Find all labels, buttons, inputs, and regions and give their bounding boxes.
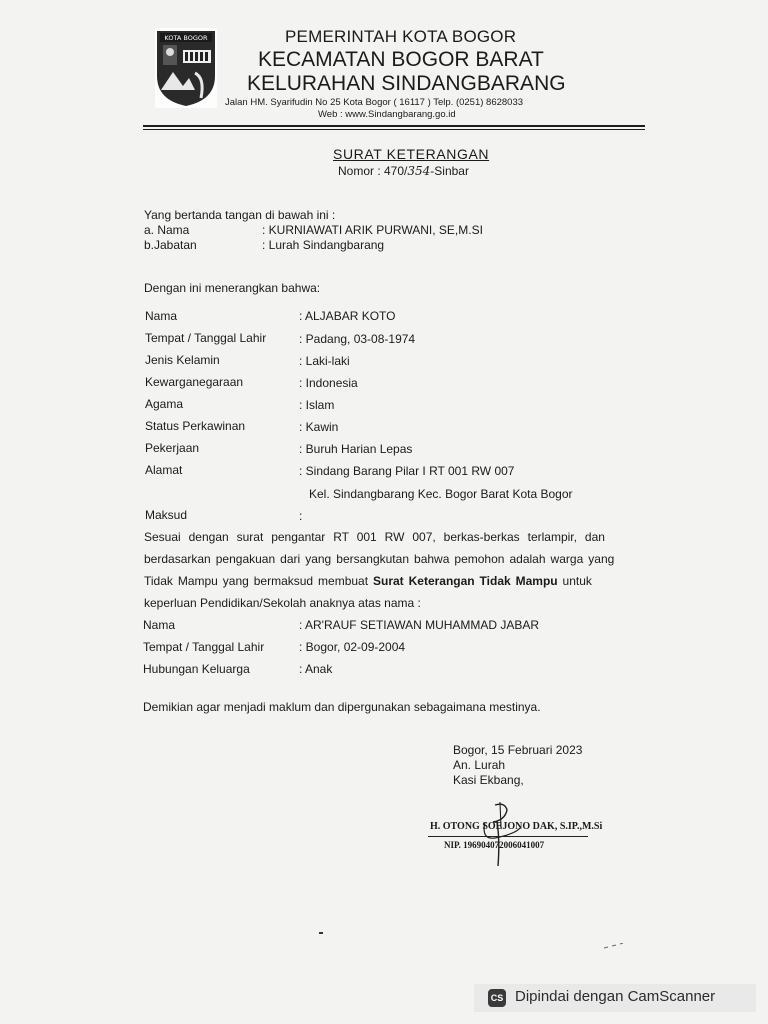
letterhead-web: Web : www.Sindangbarang.go.id [318, 109, 456, 120]
subject-label: Status Perkawinan [145, 419, 246, 433]
letterhead-address: Jalan HM. Syarifudin No 25 Kota Bogor ( 16117 ) Telp. (0251) 8628033 [225, 97, 524, 108]
address-line2: Kel. Sindangbarang Kec. Bogor Barat Kota Bogor [309, 487, 573, 501]
signature-underline [428, 836, 588, 837]
subject-value: : Buruh Harian Lepas [299, 442, 413, 456]
subject-value: : Indonesia [299, 376, 358, 390]
subject-value: : ALJABAR KOTO [299, 309, 396, 323]
body-line4: keperluan Pendidikan/Sekolah anaknya atas nama : [144, 596, 421, 610]
logo-text: KOTA BOGOR [164, 34, 208, 42]
signer-nip: NIP. 196904072006041007 [444, 840, 545, 850]
kota-bogor-logo [155, 28, 217, 108]
closing-text: Demikian agar menjadi maklum dan dipergunakan sebagaimana mestinya. [143, 700, 541, 714]
letterhead-rule-thick [143, 125, 645, 127]
camscanner-icon: CS [488, 989, 506, 1007]
sign-an: An. Lurah [453, 758, 506, 772]
letterhead-rule-thin [143, 129, 645, 130]
subject-label: Jenis Kelamin [145, 353, 220, 367]
child-label: Nama [143, 618, 176, 632]
camscanner-text: Dipindai dengan CamScanner [515, 988, 716, 1005]
letterhead-line1: PEMERINTAH KOTA BOGOR [285, 27, 517, 46]
subject-label: Kewarganegaraan [145, 375, 244, 389]
sign-place-date: Bogor, 15 Februari 2023 [453, 743, 583, 757]
nomor-handwritten: 354 [407, 164, 431, 178]
sign-role: Kasi Ekbang, [453, 773, 524, 787]
letterhead-line3: KELURAHAN SINDANGBARANG [247, 72, 566, 95]
body-line3-end: untuk [557, 574, 592, 588]
letterhead-line2: KECAMATAN BOGOR BARAT [258, 48, 544, 71]
child-value: : AR'RAUF SETIAWAN MUHAMMAD JABAR [299, 618, 540, 632]
body-line3 [144, 574, 592, 588]
subject-label: Alamat [145, 463, 183, 477]
maksud-colon: : [299, 509, 303, 523]
body-line1: Sesuai dengan surat pengantar RT 001 RW 007, berkas-berkas terlampir, dan [144, 530, 605, 544]
body-line3-text: Tidak Mampu yang bermaksud membuat [144, 574, 373, 588]
signer-name: H. OTONG SOEJONO DAK, S.IP.,M.Si [430, 821, 603, 832]
signatory-name-value: : KURNIAWATI ARIK PURWANI, SE,M.SI [262, 223, 483, 237]
child-value: : Anak [299, 662, 333, 676]
scan-speck [319, 932, 323, 934]
body-line2: berdasarkan pengakuan dari yang bersangkutan bahwa pemohon adalah warga yang [144, 552, 615, 566]
subject-value: : Kawin [299, 420, 339, 434]
subject-value: : Islam [299, 398, 335, 412]
body-line3-bold: Surat Keterangan Tidak Mampu [373, 574, 558, 588]
signatory-name-label: a. Nama [144, 223, 190, 237]
subject-value: : Sindang Barang Pilar I RT 001 RW 007 [299, 464, 515, 478]
signatory-position-label: b.Jabatan [144, 238, 197, 252]
nomor-prefix: Nomor : 470/ [338, 164, 408, 178]
subject-label: Nama [145, 309, 178, 323]
subject-value: : Padang, 03-08-1974 [299, 332, 416, 346]
handwritten-signature [455, 800, 535, 870]
subject-label: Agama [145, 397, 184, 411]
signatory-position-value: : Lurah Sindangbarang [262, 238, 385, 252]
child-label: Tempat / Tanggal Lahir [143, 640, 265, 654]
intro-text: Yang bertanda tangan di bawah ini : [144, 208, 336, 222]
subject-value: : Laki-laki [299, 354, 350, 368]
subject-label: Tempat / Tanggal Lahir [145, 331, 267, 345]
document-title: SURAT KETERANGAN [333, 146, 490, 162]
nomor-suffix: -Sinbar [430, 164, 469, 178]
child-label: Hubungan Keluarga [143, 662, 250, 676]
subject-label: Pekerjaan [145, 441, 200, 455]
document-number [338, 164, 469, 178]
maksud-label: Maksud [145, 508, 188, 522]
child-value: : Bogor, 02-09-2004 [299, 640, 406, 654]
scan-marks [604, 943, 624, 949]
statement-text: Dengan ini menerangkan bahwa: [144, 281, 321, 295]
